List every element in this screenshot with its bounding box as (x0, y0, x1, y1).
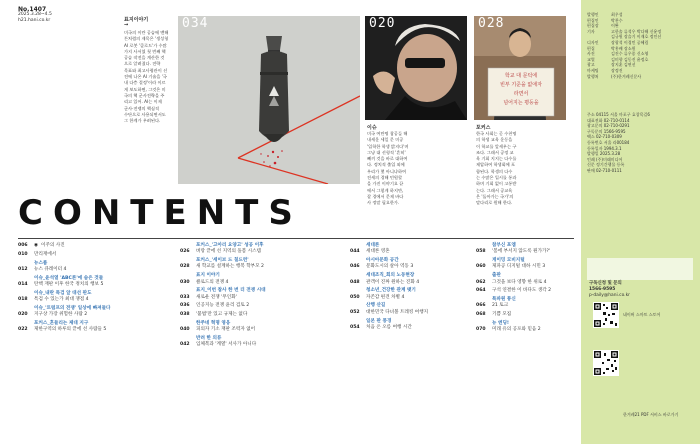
intro-heading: 표지이야기 (124, 17, 149, 23)
toc-title: 뉴스룸 (34, 260, 48, 266)
toc-title: 뉴스 큐레이터 4 (34, 266, 67, 272)
staff-name: 김규원 장슬기 이재호 정인선 (611, 34, 662, 40)
toc-page-number: 040 (180, 327, 190, 333)
toc-title: 세대론 영혼 (366, 249, 390, 255)
toc-page-number: 058 (476, 249, 486, 255)
toc-title: 관객이 진짜 원하는 진화 4 (366, 279, 420, 285)
toc-section-heading (180, 288, 266, 294)
toc-page-number: 044 (350, 249, 360, 255)
focus-heading: 포커스 (476, 125, 491, 131)
staff-name: 고한솔 류석우 박다해 신윤정 (611, 28, 662, 34)
contact-row: 발행일 2025.3.28 (587, 151, 621, 157)
toc-entry[interactable] (476, 303, 508, 309)
contact-row: 등록번호 서울 라00184 (587, 139, 630, 145)
staff-name: 김진수 류우종 신소영 (611, 51, 649, 57)
staff-role: 광고 (587, 62, 595, 68)
staff-role: 편집 (587, 45, 595, 51)
toc-entry[interactable] (350, 325, 412, 331)
contact-list (587, 112, 697, 174)
toc-title: 클로드의 전쟁 4 (196, 279, 229, 285)
toc-page-number: 006 (18, 243, 28, 248)
staff-name: 박홍배 장소원 (611, 45, 636, 51)
toc-title: 참부신 포엠 (492, 243, 516, 248)
toc-entry[interactable] (350, 295, 404, 301)
staff-row (587, 74, 697, 80)
divider (18, 238, 574, 239)
toc-page-number: 038 (180, 312, 190, 318)
toc-title: 포커스_'세이브 드 칠드런' (196, 258, 249, 264)
toc-title: 대한민국 다녀볼 트레킹 여행지 (366, 309, 429, 315)
toc-page-number: 036 (180, 303, 190, 309)
qr-icon (593, 350, 619, 376)
subscribe-email[interactable]: p-daily@hani.co.kr (589, 293, 630, 298)
staff-name: (주)한겨레신문사 (611, 73, 642, 79)
toc-entry[interactable] (18, 327, 106, 333)
toc-title: 산행 산길 (366, 303, 386, 309)
toc-title: 이슈_윤석열 'ABC론'에 숨은 것들 (34, 275, 104, 281)
toc-page-number: 026 (180, 249, 190, 255)
toc-page-number: 070 (476, 327, 486, 333)
toc-page-number: 042 (180, 342, 190, 348)
toc-entry[interactable] (476, 264, 545, 270)
toc-entry[interactable] (18, 282, 103, 288)
notice-box (587, 258, 693, 280)
toc-entry[interactable] (476, 249, 550, 255)
toc-title: 제한구역의 하루의 끝에 선 사람들 5 (34, 327, 107, 333)
toc-section-heading (18, 261, 47, 267)
toc-title: 새 학교를 설계하는 행복 학부모 2 (196, 264, 264, 270)
toc-title: 지구상 가장 위험한 사람 2 (34, 312, 88, 318)
bomb-photo (178, 16, 360, 184)
toc-entry[interactable] (476, 312, 511, 318)
staff-role: 편집장 (587, 23, 599, 29)
toc-title: 자존감 편견 차별 4 (366, 294, 405, 300)
toc-title: 포커스_'고아리 요양고' 성공 이후 (196, 243, 264, 248)
toc-title: 표지_이번 참사 한 번 더 전쟁 시대 (196, 288, 266, 294)
toc-entry[interactable] (350, 310, 428, 316)
staff-name: 김미향 김동진 윤정호 (611, 56, 649, 62)
toc-entry[interactable] (18, 297, 89, 303)
toc-entry[interactable] (180, 264, 264, 270)
toc-title: 반려 한 의류 (196, 336, 222, 342)
toc-section-heading (18, 276, 103, 282)
qr-label-smartstore: 네이버 스마트 스토어 (623, 312, 661, 317)
toc-page-number: 068 (476, 312, 486, 318)
toc-title: 특파원 통신 (492, 297, 516, 303)
toc-title: 그것을 보다 영향 한 위로 4 (492, 279, 547, 285)
toc-entry[interactable] (350, 264, 413, 270)
toc-title: 구석 연결한 이 바다도 생각 2 (492, 288, 552, 294)
toc-title: 인공지능 전쟁 윤리 검토 2 (196, 303, 250, 309)
toc-title: 세대론 (366, 243, 380, 248)
toc-title: 한주네 혁명 영웅 (196, 321, 231, 326)
toc-section-heading (18, 306, 110, 312)
toc-title: 출판 (492, 273, 501, 279)
toc-page-number: 052 (350, 309, 360, 315)
portrait-photo (365, 16, 467, 120)
staff-role: 마케팅 (587, 67, 599, 73)
staff-role: 편집인 (587, 17, 599, 23)
eye-icon: ◉ (34, 243, 39, 248)
toc-entry[interactable] (476, 327, 541, 333)
contact-row: 판매 02-710-0111 (587, 167, 622, 173)
staff-name: 장광석 이경민 공혜림 (611, 39, 649, 45)
contact-row: 인쇄 (주)미래미디어 (587, 156, 623, 162)
staff-role: 발행처 (587, 73, 599, 79)
staff-role: 기자 (587, 28, 595, 34)
contact-row: 대표전화 02-710-0114 (587, 117, 630, 123)
toc-page-number: 020 (18, 312, 28, 318)
intro-text: 미국의 이란 공습에 맨해 튼처럼의 제목은 '생성형 AI 로봇 '클로드'가 수많 가지 사서였 첫 번째 핵 공습 작전을 계산한 것 으로 알려졌다. 전략 목표와 최고사령관이 선 전에 나온 AI 기술을 '국 내 다층 결정'이라 이르 게 보도하면, 그것은 미 국의 핵 군사전략을 주 리고 있어. AI는 이제 군사·전쟁의 핵심적 수단으로 사용되면서도 그 한계가 우려된다. (124, 30, 169, 124)
qr-icon (593, 302, 619, 328)
contact-row: 팩스 02-710-0309 (587, 134, 622, 140)
contact-row: 등록일자 1994.3.1 (587, 145, 622, 151)
toc-title: 이주의 사진 (41, 243, 65, 248)
toc-title: 새로운 전쟁 '무인화' (196, 294, 237, 300)
toc-title: 세대조직_회의 노동현장 (366, 273, 415, 279)
toc-page-number: 054 (350, 324, 360, 330)
toc-entry[interactable] (350, 280, 419, 286)
toc-page-number: 012 (18, 266, 28, 272)
toc-page-number: 010 (18, 251, 28, 257)
photo-number-3: 028 (478, 16, 505, 31)
toc-title: 미래 유의 공포와 믿음 2 (492, 327, 541, 333)
toc-title: 표지 이야기 (196, 273, 220, 279)
contact-row: 신문 정기간행물 등록 (587, 162, 625, 168)
toc-title: 입체복과 '계열' 서사가 아니다 (196, 342, 257, 348)
toc-title: 21 토크 (492, 303, 509, 309)
toc-title: 일본 판 풍경 (366, 318, 392, 324)
toc-title: 청소년_건강한 관계 맺기 (366, 288, 416, 294)
toc-page-number: 050 (350, 294, 360, 300)
toc-page-number: 022 (18, 327, 28, 333)
subscribe-label: 구독신청 및 문의 (589, 281, 622, 286)
toc-page-number: 048 (350, 279, 360, 285)
toc-page-number: 018 (18, 297, 28, 303)
toc-column-2 (180, 243, 330, 433)
toc-title: 처음 온 오름 여행 시간 (366, 324, 412, 330)
toc-entry[interactable] (350, 249, 390, 255)
toc-section-heading (350, 303, 385, 309)
toc-section-heading (350, 288, 416, 294)
qr-code-pdf[interactable] (593, 350, 619, 376)
intro-arrow: → (124, 22, 129, 28)
toc-entry[interactable] (18, 312, 87, 318)
staff-list (587, 12, 697, 79)
toc-entry[interactable] (476, 280, 547, 286)
toc-title: 특검 수 있는가 최대 쟁점 4 (34, 297, 89, 303)
toc-page-number: 030 (180, 279, 190, 285)
toc-title: 기쁨 모집 (492, 312, 512, 318)
focus-text: 한국 사회는 곧 수천명 의 학생 교육 운동을 이 학교를 앞세우는 구 조다. 그래서 공정 교 육 기회 지지는 다수를 제압하여 학생회에 포 함된다. 학생의 다수 는 수많은 입시를 통과 하며 기회 없이 고통받 는다. 그래서 공교육 은 '돌아가는 국가'의 말다리로 원해 한다. (476, 131, 517, 206)
toc-entry[interactable] (180, 327, 255, 333)
toc-entry[interactable] (180, 312, 247, 318)
staff-name: 박찬수 (611, 17, 623, 23)
toc-page-number: 060 (476, 264, 486, 270)
issue-number: No.1407 (18, 6, 47, 13)
staff-role: 디자인 (587, 39, 599, 45)
toc-title: '봄에 부서지 않도록 뭔가가?' (492, 249, 551, 255)
toc-entry[interactable] (18, 243, 65, 249)
toc-title: 뉴 엔딩! (492, 321, 510, 326)
toc-title: 벼랑 끝에 선 지역의 돌봄 시스템 (196, 249, 261, 255)
toc-entry[interactable] (180, 295, 237, 301)
issue-url: h21.hani.co.kr (18, 18, 51, 23)
issue-heading: 이슈 (367, 125, 377, 131)
protest-photo (474, 16, 566, 120)
qr-code-smartstore[interactable] (593, 302, 619, 328)
contact-row: 주소 04115 서울 마포구 효창목길6 (587, 112, 650, 117)
toc-title: 아시아문화 공간 (366, 258, 399, 264)
contact-row: 광고문의 02-710-0291 (587, 123, 630, 129)
toc-title: 탄핵 재판 이후 한국 정치의 행보 5 (34, 282, 104, 287)
issue-date: 2025.3.28~4.5 (18, 12, 52, 17)
toc-title: 포커스_흔들리는 제대 지구 (34, 321, 89, 326)
toc-entry[interactable] (180, 342, 256, 348)
toc-page-number: 066 (476, 303, 486, 309)
toc-title: 이슈_내란 특검 앞 대선 판도 (34, 290, 92, 296)
staff-role: 사진 (587, 51, 595, 57)
portrait-illustration (365, 16, 467, 120)
sidebar (581, 0, 700, 444)
staff-name: 장정진 (611, 67, 623, 73)
toc-column-1 (18, 243, 168, 433)
staff-role: 발행인 (587, 12, 599, 17)
toc-section-heading (180, 273, 220, 279)
toc-title: 문화도시의 살아 역동 3 (366, 264, 414, 270)
toc-column-4 (476, 243, 576, 433)
qr-label-pdf: 한겨레21 PDF 서비스 바로가기 (623, 412, 679, 417)
toc-entry[interactable] (18, 267, 66, 273)
staff-name: 장지훈 김연선 (611, 62, 636, 68)
photo-number-1: 034 (182, 16, 209, 31)
photo-number-2: 020 (369, 16, 396, 31)
toc-column-3 (350, 243, 470, 433)
toc-entry[interactable] (18, 252, 56, 258)
toc-entry[interactable] (180, 280, 228, 286)
picket-sign-text: 학교 대 문턱에 빈부 기준을 없애자 라면서 넘어지는 평등을 (500, 73, 542, 106)
toc-section-heading (476, 273, 501, 279)
toc-section-heading (350, 273, 414, 279)
staff-name: 이완 (611, 23, 619, 29)
toc-title: 제파공 디지털 대하 시민 3 (492, 264, 546, 270)
bomb-illustration (178, 16, 360, 184)
toc-page-number: 028 (180, 264, 190, 270)
toc-page-number: 046 (350, 264, 360, 270)
toc-page-number: 064 (476, 288, 486, 294)
issue-text: 미국 여만명 참공들 해 내세운 세일 문 미공 '입학한 학생 밝지다'며 그냥 대 선형적 '흔히' 빼끼 것을 바로 대하여 다. 정치적 출입 외에 우리가 몇 아니냐하여 전세의 경해 민원할 을 가진 이야기요 끝 에서 그렇게 하지만, 잘 경에서 문제 바다 사 정말 필요한가. (367, 131, 409, 206)
toc-title: 이슈_'트럼프의 전쟁' 일상에 빠져들다 (34, 305, 111, 311)
toc-section-heading (18, 291, 92, 297)
staff-name: 최우성 (611, 12, 623, 17)
toc-section-heading (350, 319, 391, 325)
toc-page-number: 033 (180, 294, 190, 300)
toc-title: 만리재에서 (34, 251, 57, 257)
staff-role: 교열 (587, 56, 595, 62)
toc-page-number: 014 (18, 282, 28, 287)
toc-page-number: 062 (476, 279, 486, 285)
subscribe-phone[interactable]: 1566-9595 (589, 287, 616, 292)
contact-row: 구독문의 1566-9595 (587, 128, 626, 134)
toc-entry[interactable] (476, 288, 551, 294)
toc-entry[interactable] (180, 249, 261, 255)
toc-title: '불법'만 있고 규제는 없다 (196, 312, 248, 318)
toc-entry[interactable] (180, 303, 249, 309)
toc-title: 게이밍 모비지털 (492, 258, 525, 264)
page-title: CONTENTS (18, 193, 303, 233)
toc-title: 피의자 기소 재판 조력자 없어 (196, 327, 256, 333)
